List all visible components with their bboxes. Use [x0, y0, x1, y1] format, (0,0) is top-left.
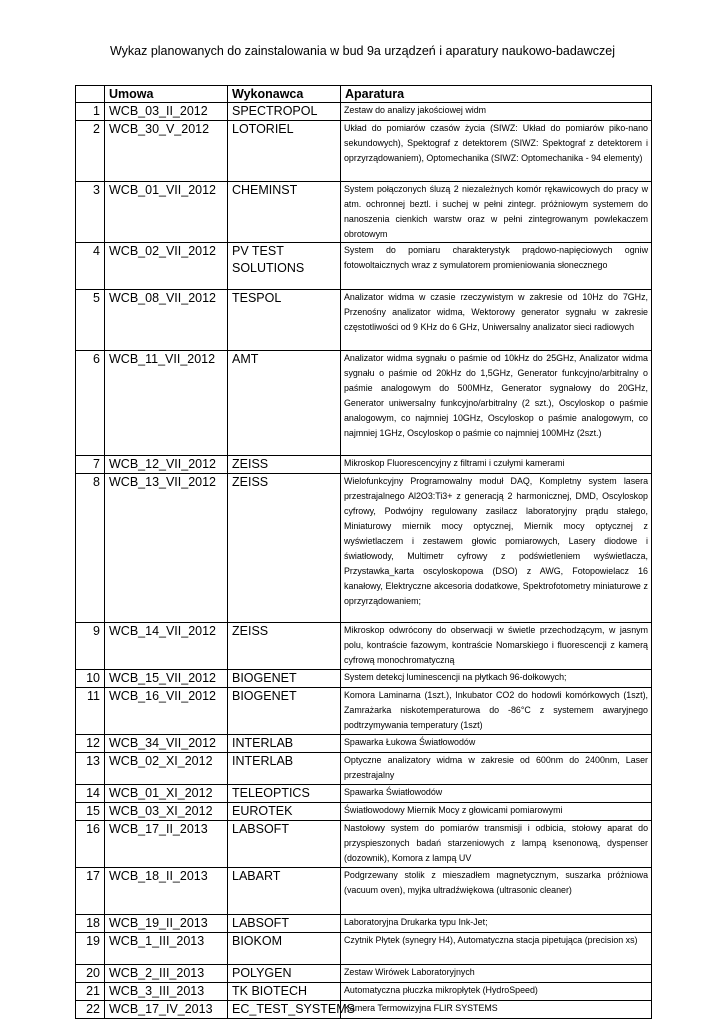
row-wykonawca: TESPOL	[228, 290, 341, 351]
row-umowa: WCB_19_II_2013	[105, 915, 228, 933]
row-umowa: WCB_11_VII_2012	[105, 351, 228, 456]
row-wykonawca: ZEISS	[228, 623, 341, 670]
row-number: 3	[76, 182, 105, 243]
table-row	[76, 915, 652, 933]
row-wykonawca: INTERLAB	[228, 735, 341, 753]
row-aparatura: Zestaw do analizy jakościowej widm	[341, 103, 652, 121]
row-number: 13	[76, 753, 105, 785]
table-header-row	[76, 86, 652, 103]
table-row	[76, 1001, 652, 1019]
row-wykonawca: POLYGEN	[228, 965, 341, 983]
equipment-table	[75, 85, 652, 1019]
row-wykonawca: PV TEST SOLUTIONS	[228, 243, 341, 290]
row-aparatura: Spawarka Światłowodów	[341, 785, 652, 803]
table-body	[76, 103, 652, 1019]
row-umowa: WCB_30_V_2012	[105, 121, 228, 182]
row-wykonawca: ZEISS	[228, 474, 341, 623]
row-aparatura: Laboratoryjna Drukarka typu Ink-Jet;	[341, 915, 652, 933]
row-umowa: WCB_03_XI_2012	[105, 803, 228, 821]
row-number: 7	[76, 456, 105, 474]
row-number: 1	[76, 103, 105, 121]
table-row	[76, 623, 652, 670]
row-wykonawca: ZEISS	[228, 456, 341, 474]
row-aparatura: Analizator widma w czasie rzeczywistym w zakresie od 10Hz do 7GHz, Przenośny analizator widma, Wektorowy generator sygnału w zakresie częstotliwości od 9 KHz do 6 GHz, Uniwersalny analizator sieci radiowych	[341, 290, 652, 351]
row-aparatura: Komora Laminarna (1szt.), Inkubator CO2 do hodowli komórkowych (1szt), Zamrażarka niskotemperaturowa do -86°C z systemem awaryjnego podtrzymywania temperatury (1szt)	[341, 688, 652, 735]
table-row	[76, 474, 652, 623]
row-aparatura: Układ do pomiarów czasów życia (SIWZ: Układ do pomiarów piko-nano sekundowych), Spektograf z detektorem (SIWZ: Spektograf z detektorem i oprzyrządowaniem), Optomechanika (SIWZ: Optomechanika - 94 elementy)	[341, 121, 652, 182]
row-aparatura: Podgrzewany stolik z mieszadłem magnetycznym, suszarka próżniowa (vacuum oven), myjka ultradźwiękowa (ultrasonic cleaner)	[341, 868, 652, 915]
row-aparatura: Czytnik Płytek (synegry H4), Automatyczna stacja pipetująca (precision xs)	[341, 933, 652, 965]
row-number: 22	[76, 1001, 105, 1019]
row-wykonawca: LABSOFT	[228, 821, 341, 868]
table-row	[76, 121, 652, 182]
row-aparatura: System detekcj luminescencji na płytkach 96-dołkowych;	[341, 670, 652, 688]
row-aparatura: Mikroskop odwrócony do obserwacji w świetle przechodzącym, w jasnym polu, kontraście fazowym, kontraście Nomarskiego i fluorescencji z kamerą cyfrową monochromatyczną	[341, 623, 652, 670]
row-umowa: WCB_03_II_2012	[105, 103, 228, 121]
row-number: 14	[76, 785, 105, 803]
row-aparatura: Spawarka Łukowa Światłowodów	[341, 735, 652, 753]
row-umowa: WCB_16_VII_2012	[105, 688, 228, 735]
row-number: 10	[76, 670, 105, 688]
row-wykonawca: BIOGENET	[228, 670, 341, 688]
row-number: 6	[76, 351, 105, 456]
row-wykonawca: EC_TEST_SYSTEMS	[228, 1001, 341, 1019]
row-number: 15	[76, 803, 105, 821]
row-number: 2	[76, 121, 105, 182]
row-wykonawca: AMT	[228, 351, 341, 456]
table-row	[76, 983, 652, 1001]
row-number: 16	[76, 821, 105, 868]
row-aparatura: System połączonych śluzą 2 niezależnych komór rękawicowych do pracy w atm. ochronnej beztl. i suchej w pełni zintegr. próżniowym systemem do nanoszenia cienkich warstw oraz w pełni zintegrowanym powlekaczem obrotowym	[341, 182, 652, 243]
row-umowa: WCB_01_VII_2012	[105, 182, 228, 243]
row-wykonawca: TELEOPTICS	[228, 785, 341, 803]
table-row	[76, 456, 652, 474]
row-wykonawca: INTERLAB	[228, 753, 341, 785]
row-wykonawca: SPECTROPOL	[228, 103, 341, 121]
table-row	[76, 785, 652, 803]
row-number: 12	[76, 735, 105, 753]
header-umowa: Umowa	[105, 86, 228, 103]
row-number: 4	[76, 243, 105, 290]
row-wykonawca: TK BIOTECH	[228, 983, 341, 1001]
row-aparatura: Nastołowy system do pomiarów transmisji i odbicia, stołowy aparat do przyspieszonych badań starzeniowych z lampą ksenonową, dyspenser (dozownik), Komora z lampą UV	[341, 821, 652, 868]
row-aparatura: Światłowodowy Miernik Mocy z głowicami pomiarowymi	[341, 803, 652, 821]
header-wykonawca: Wykonawca	[228, 86, 341, 103]
header-aparatura: Aparatura	[341, 86, 652, 103]
table-row	[76, 735, 652, 753]
row-number: 19	[76, 933, 105, 965]
row-umowa: WCB_1_III_2013	[105, 933, 228, 965]
row-number: 17	[76, 868, 105, 915]
row-wykonawca: LABART	[228, 868, 341, 915]
row-wykonawca: LABSOFT	[228, 915, 341, 933]
table-row	[76, 753, 652, 785]
row-umowa: WCB_3_III_2013	[105, 983, 228, 1001]
table-row	[76, 803, 652, 821]
table-row	[76, 243, 652, 290]
row-umowa: WCB_14_VII_2012	[105, 623, 228, 670]
table-row	[76, 670, 652, 688]
row-number: 18	[76, 915, 105, 933]
row-number: 11	[76, 688, 105, 735]
table-row	[76, 965, 652, 983]
row-umowa: WCB_18_II_2013	[105, 868, 228, 915]
table-row	[76, 182, 652, 243]
row-umowa: WCB_34_VII_2012	[105, 735, 228, 753]
table-row	[76, 688, 652, 735]
row-aparatura: Mikroskop Fluorescencyjny z filtrami i czułymi kamerami	[341, 456, 652, 474]
row-umowa: WCB_17_IV_2013	[105, 1001, 228, 1019]
row-aparatura: Automatyczna płuczka mikropłytek (HydroSpeed)	[341, 983, 652, 1001]
row-wykonawca: BIOKOM	[228, 933, 341, 965]
row-umowa: WCB_12_VII_2012	[105, 456, 228, 474]
row-number: 5	[76, 290, 105, 351]
row-wykonawca: CHEMINST	[228, 182, 341, 243]
row-umowa: WCB_01_XI_2012	[105, 785, 228, 803]
row-umowa: WCB_13_VII_2012	[105, 474, 228, 623]
row-umowa: WCB_08_VII_2012	[105, 290, 228, 351]
table-row	[76, 103, 652, 121]
row-aparatura: Analizator widma sygnału o paśmie od 10kHz do 25GHz, Analizator widma sygnału o paśmie od 20kHz do 1,5GHz, Generator funkcyjno/arbitralny o paśmie analogowym do 500MHz, Generator sygnałowy do 20GHz, Generator uniwersalny funkcyjno/arbitralny (2 szt.), Oscyloskop o paśmie analogowym, co najmniej 10GHz, Oscyloskop o paśmie analogowym, co najmniej 1GHz, Oscyloskop o paśmie co najmniej 100MHz (2szt.)	[341, 351, 652, 456]
page-title: Wykaz planowanych do zainstalowania w bud 9a urządzeń i aparatury naukowo-badawczej	[109, 44, 616, 58]
row-wykonawca: BIOGENET	[228, 688, 341, 735]
table-row	[76, 351, 652, 456]
header-no	[76, 86, 105, 103]
table-row	[76, 933, 652, 965]
table-row	[76, 821, 652, 868]
row-aparatura: Wielofunkcyjny Programowalny moduł DAQ, Kompletny system lasera przestrajalnego Al2O3:Ti3+ z generacją 2 harmonicznej, DMD, Oscyloskop cyfrowy, Podwójny regulowany zasilacz laboratoryjny prądu stałego, Miniaturowy miernik mocy optycznej, Miernik mocy optycznej z wyświetlaczem i zestawem głowic pomiarowych, Lasery diodowe i światłowody, Multimetr cyfrowy z podświetleniem wyświetlacza, Przystawka_karta oscyloskopowa (DSO) z AWG, Fotopowielacz 16 kanałowy, Elektryczne akcesoria dodatkowe, Spektrofotometry miniaturowe z oprzyrządowaniem;	[341, 474, 652, 623]
row-wykonawca: LOTORIEL	[228, 121, 341, 182]
row-aparatura: Zestaw Wirówek Laboratoryjnych	[341, 965, 652, 983]
table-row	[76, 290, 652, 351]
table-row	[76, 868, 652, 915]
row-umowa: WCB_02_VII_2012	[105, 243, 228, 290]
row-wykonawca: EUROTEK	[228, 803, 341, 821]
row-number: 8	[76, 474, 105, 623]
row-umowa: WCB_02_XI_2012	[105, 753, 228, 785]
row-number: 9	[76, 623, 105, 670]
row-number: 20	[76, 965, 105, 983]
row-number: 21	[76, 983, 105, 1001]
row-aparatura: Optyczne analizatory widma w zakresie od 600nm do 2400nm, Laser przestrajalny	[341, 753, 652, 785]
row-umowa: WCB_2_III_2013	[105, 965, 228, 983]
row-umowa: WCB_17_II_2013	[105, 821, 228, 868]
row-umowa: WCB_15_VII_2012	[105, 670, 228, 688]
row-aparatura: Kamera Termowizyjna FLIR SYSTEMS	[341, 1001, 652, 1019]
row-aparatura: System do pomiaru charakterystyk prądowo-napięciowych ogniw fotowoltaicznych wraz z symulatorem promieniowania słonecznego	[341, 243, 652, 290]
